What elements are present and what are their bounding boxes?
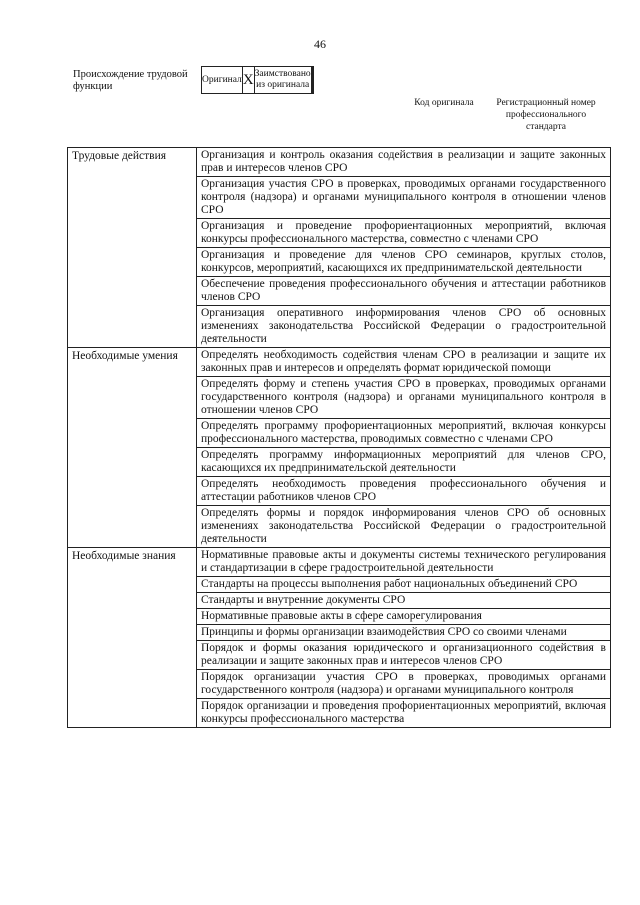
table-row xyxy=(68,548,611,577)
labor-actions-item: Организация участия СРО в проверках, проводимых органами государственного контроля (надзора) и органами муниципального контроля в отношении членов СРО xyxy=(197,177,611,219)
labor-actions-item: Организация оперативного информирования членов СРО об основных изменениях законодательства Российской Федерации о градостроительной деятельности xyxy=(197,306,611,348)
required-knowledge-item: Принципы и формы организации взаимодействия СРО со своими членами xyxy=(197,625,611,641)
required-skills-item: Определять необходимость содействия членам СРО в реализации и защите их законных прав и интересов и определять формат юридической помощи xyxy=(197,348,611,377)
required-knowledge-item: Нормативные правовые акты в сфере саморегулирования xyxy=(197,609,611,625)
registration-number-cell xyxy=(312,67,313,94)
labor-function-table xyxy=(67,147,611,728)
required-knowledge-item: Порядок организации и проведения профориентационных мероприятий, включая конкурсы профессионального мастерства xyxy=(197,699,611,728)
required-knowledge-item: Стандарты и внутренние документы СРО xyxy=(197,593,611,609)
registration-number-caption: Регистрационный номер профессионального стандарта xyxy=(496,98,596,132)
labor-actions-title: Трудовые действия xyxy=(68,148,197,348)
required-skills-title: Необходимые умения xyxy=(68,348,197,548)
required-skills-item: Определять форму и степень участия СРО в проверках, проводимых органами государственного контроля (надзора) и органами муниципального контроля в отношении членов СРО xyxy=(197,377,611,419)
required-knowledge-item: Нормативные правовые акты и документы системы технического регулирования и стандартизации в сфере градостроительной деятельности xyxy=(197,548,611,577)
required-knowledge-item: Порядок и формы оказания юридического и организационного содействия в реализации и защите законных прав и интересов членов СРО xyxy=(197,641,611,670)
borrowed-cell: Заимствовано из оригинала xyxy=(254,67,311,94)
origin-label: Происхождение трудовой функции xyxy=(73,69,188,92)
required-skills-item: Определять формы и порядок информирования членов СРО об основных изменениях законодательства Российской Федерации о градостроительной деятельности xyxy=(197,506,611,548)
required-skills-item: Определять программу профориентационных мероприятий, включая конкурсы профессионального мастерства, проводимых совместно с членами СРО xyxy=(197,419,611,448)
required-skills-item: Определять необходимость проведения профессионального обучения и аттестации работников членов СРО xyxy=(197,477,611,506)
table-row xyxy=(68,148,611,177)
code-original-caption: Код оригинала xyxy=(414,98,474,108)
origin-table xyxy=(201,66,314,94)
required-knowledge-title: Необходимые знания xyxy=(68,548,197,728)
required-skills-item: Определять программу информационных мероприятий для членов СРО, касающихся их предпринимательской деятельности xyxy=(197,448,611,477)
labor-actions-item: Организация и контроль оказания содействия в реализации и защите законных прав и интересов членов СРО xyxy=(197,148,611,177)
original-cell: Оригинал xyxy=(202,67,243,94)
required-knowledge-item: Стандарты на процессы выполнения работ национальных объединений СРО xyxy=(197,577,611,593)
table-row xyxy=(68,348,611,377)
page-number: 46 xyxy=(314,37,326,51)
labor-actions-item: Организация и проведение для членов СРО семинаров, круглых столов, конкурсов, мероприятий, касающихся их предпринимательской деятельности xyxy=(197,248,611,277)
required-knowledge-item: Порядок организации участия СРО в проверках, проводимых органами государственного контроля (надзора) и органами муниципального контроля xyxy=(197,670,611,699)
labor-actions-item: Обеспечение проведения профессионального обучения и аттестации работников членов СРО xyxy=(197,277,611,306)
labor-actions-item: Организация и проведение профориентационных мероприятий, включая конкурсы профессионального мастерства, совместно с членами СРО xyxy=(197,219,611,248)
original-mark: X xyxy=(242,67,254,94)
